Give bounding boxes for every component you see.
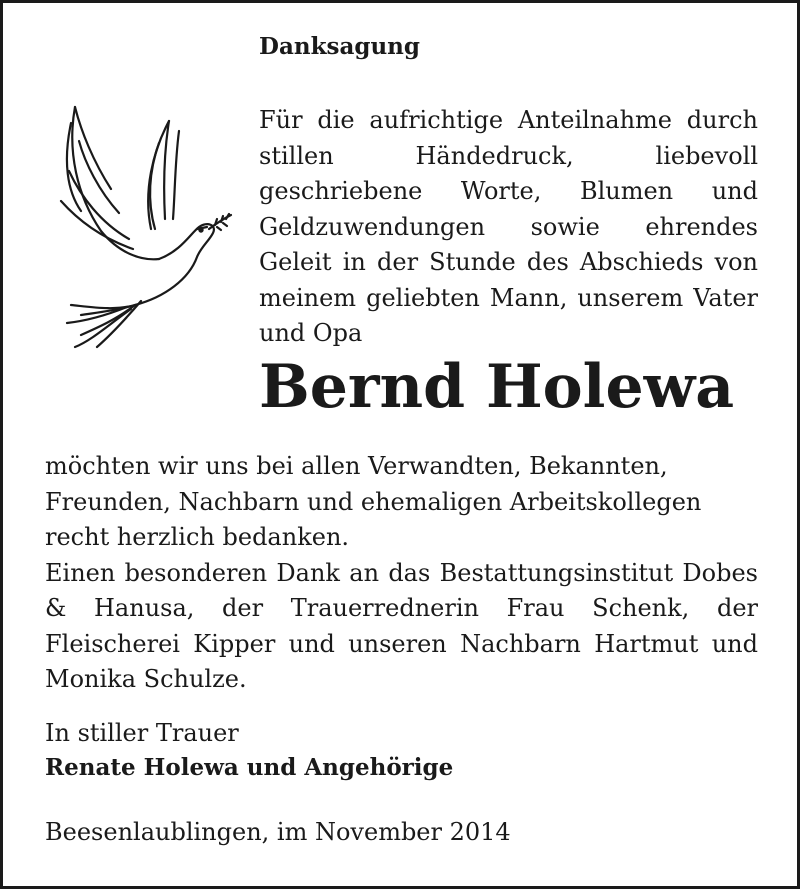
dove-icon bbox=[41, 101, 241, 351]
intro-text: Für die aufrichtige Anteilnahme durch stillen Händedruck, liebevoll geschriebene Worte, Blumen und Geldzuwendungen sowie ehrendes Geleit in der Stunde des Abschieds von meinem geliebten Mann, unserem Vater und Opa bbox=[259, 106, 758, 347]
heading: Danksagung bbox=[259, 33, 420, 60]
special-thanks-paragraph: Einen besonderen Dank an das Bestattungsinstitut Dobes & Hanusa, der Trauerrednerin Frau Schenk, der Fleischerei Kipper und unseren Nachbarn Hartmut und Monika Schulze. bbox=[45, 558, 758, 693]
thanks-paragraph: möchten wir uns bei allen Verwandten, Bekannten, Freunden, Nachbarn und ehemaligen Arbeitskollegen recht herzlich bedanken. bbox=[45, 452, 702, 551]
signatory: Renate Holewa und Angehörige bbox=[45, 754, 454, 781]
closing-intro: In stiller Trauer bbox=[45, 719, 239, 747]
place-date: Beesenlaublingen, im November 2014 bbox=[45, 818, 511, 846]
deceased-name: Bernd Holewa bbox=[259, 352, 735, 422]
body-text bbox=[45, 449, 758, 698]
